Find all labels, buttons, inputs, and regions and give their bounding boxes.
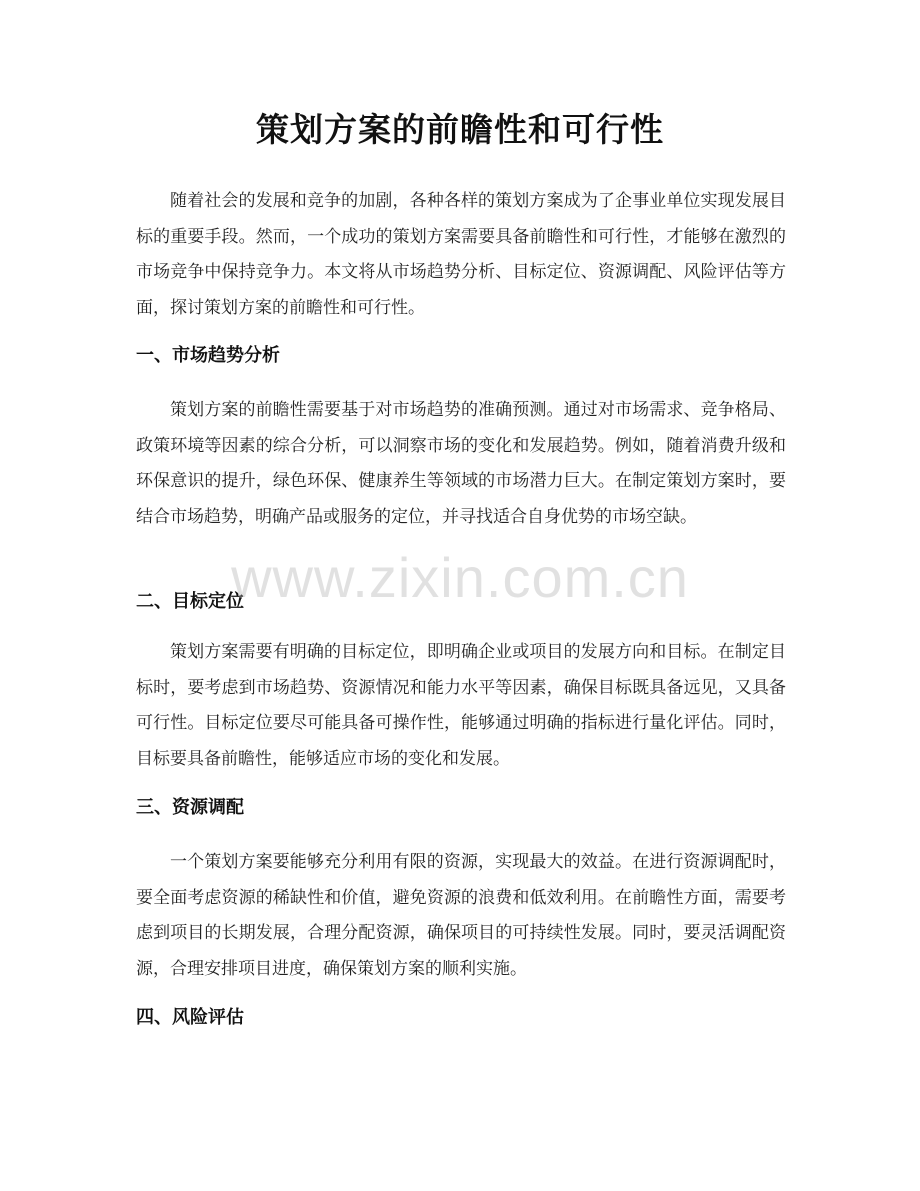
section-body-goal: 策划方案需要有明确的目标定位，即明确企业或项目的发展方向和目标。在制定目标时，要考虑到市场趋势、资源情况和能力水平等因素，确保目标既具备远见，又具备可行性。目标定位要尽可能具备可操作性，能够通过明确的指标进行量化评估。同时，目标要具备前瞻性，能够适应市场的变化和发展。 (136, 642, 786, 769)
section-heading-risk: 四、风险评估 (136, 1007, 244, 1028)
section-body-resources: 一个策划方案要能够充分利用有限的资源，实现最大的效益。在进行资源调配时，要全面考虑资源的稀缺性和价值，避免资源的浪费和低效利用。在前瞻性方面，需要考虑到项目的长期发展，合理分配资源，确保项目的可持续性发展。同时，要灵活调配资源，合理安排项目进度，确保策划方案的顺利实施。 (136, 852, 786, 979)
section-body-market-trend: 策划方案的前瞻性需要基于对市场趋势的准确预测。通过对市场需求、竞争格局、政策环境等因素的综合分析，可以洞察市场的变化和发展趋势。例如，随着消费升级和环保意识的提升，绿色环保、健康养生等领域的市场潜力巨大。在制定策划方案时，要结合市场趋势，明确产品或服务的定位，并寻找适合自身优势的市场空缺。 (136, 400, 786, 527)
section-heading-goal: 二、目标定位 (136, 591, 244, 612)
section-heading-market-trend: 一、市场趋势分析 (136, 345, 280, 366)
section-heading-resources: 三、资源调配 (136, 797, 244, 818)
intro-paragraph: 随着社会的发展和竞争的加剧，各种各样的策划方案成为了企事业单位实现发展目标的重要手段。然而，一个成功的策划方案需要具备前瞻性和可行性，才能够在激烈的市场竞争中保持竞争力。本文将从市场趋势分析、目标定位、资源调配、风险评估等方面，探讨策划方案的前瞻性和可行性。 (136, 191, 786, 318)
document-title: 策划方案的前瞻性和可行性 (256, 110, 664, 149)
watermark: www.zixin.com.cn (231, 546, 689, 609)
